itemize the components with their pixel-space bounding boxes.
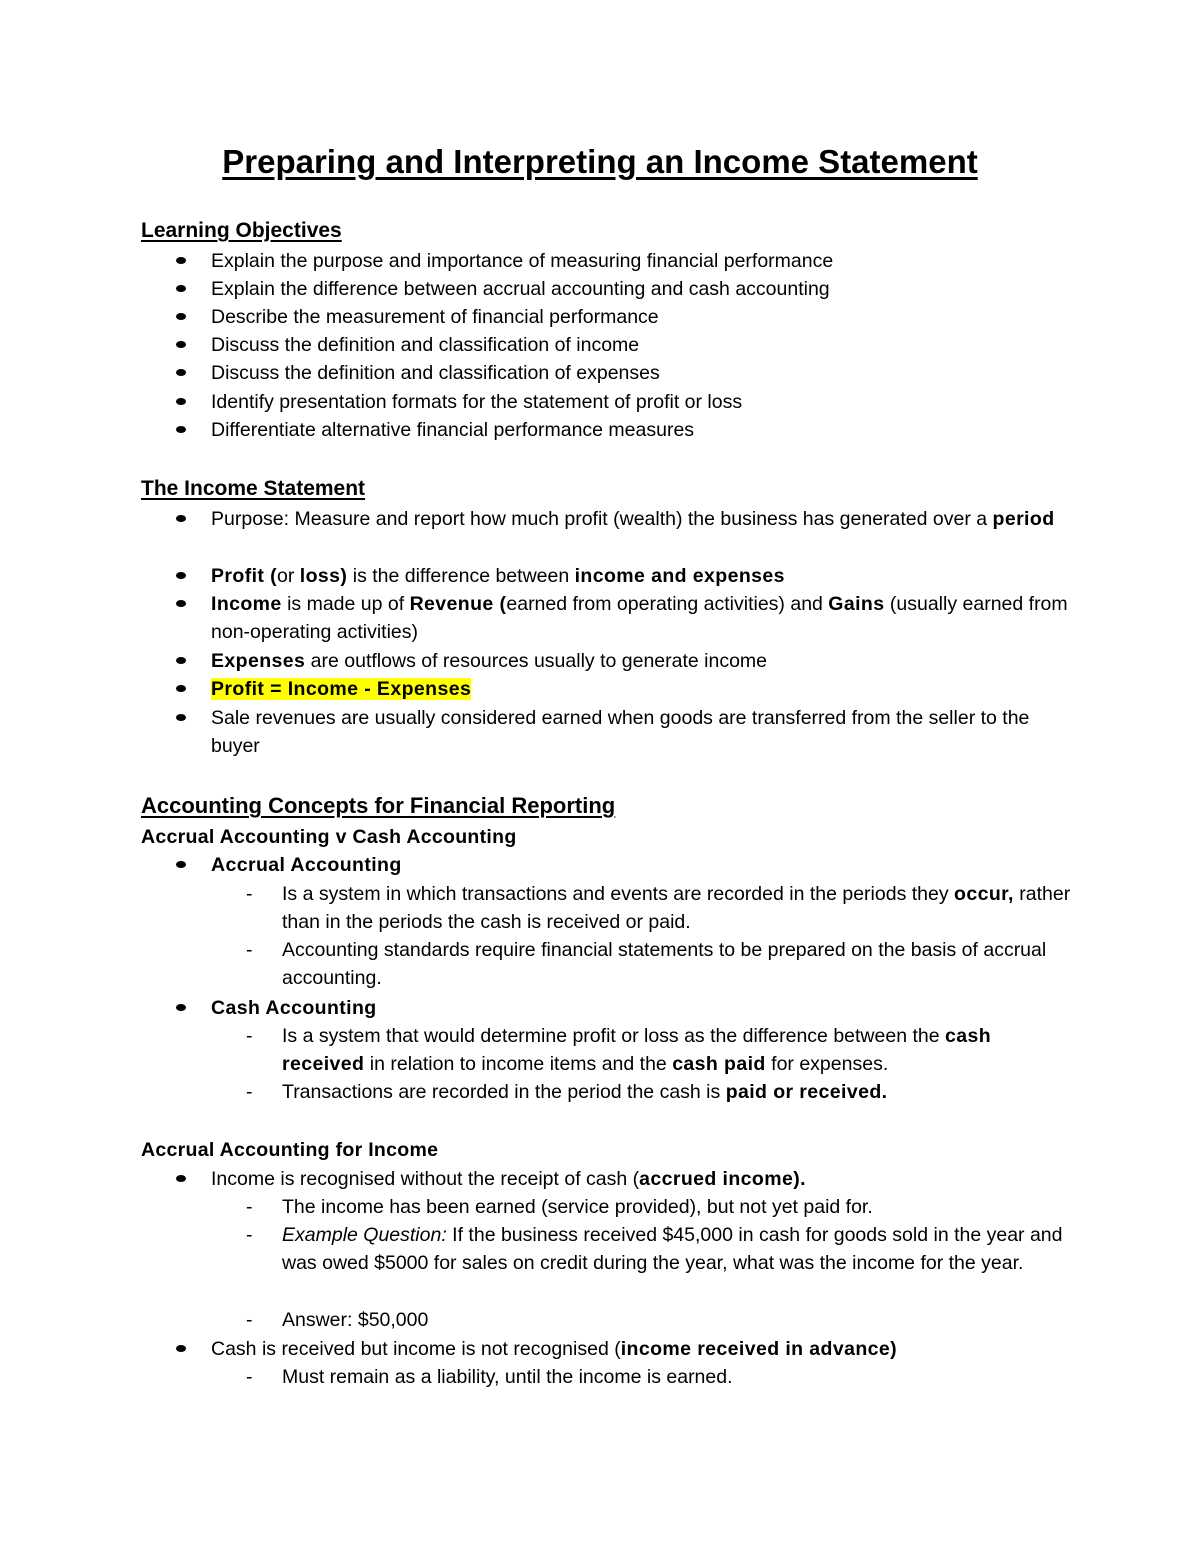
liability-desc: - Must remain as a liability, until the income is earned. bbox=[282, 1363, 1072, 1391]
objective-item: Explain the purpose and importance of measuring financial performance bbox=[211, 247, 1081, 275]
objective-item: Identify presentation formats for the statement of profit or loss bbox=[211, 388, 1081, 416]
profit-definition-item: Profit (or loss) is the difference between income and expenses bbox=[211, 562, 1081, 590]
accounting-concepts-heading: Accounting Concepts for Financial Reporting bbox=[141, 793, 616, 818]
sale-revenue-item: Sale revenues are usually considered earned when goods are transferred from the seller to the buyer bbox=[211, 704, 1081, 761]
example-answer: - Answer: $50,000 bbox=[282, 1306, 1072, 1334]
profit-formula-item bbox=[211, 675, 1081, 703]
objective-item: Discuss the definition and classification of expenses bbox=[211, 359, 1081, 387]
purpose-item: Purpose: Measure and report how much profit (wealth) the business has generated over a period bbox=[211, 505, 1081, 533]
accrual-desc-1: - Is a system in which transactions and events are recorded in the periods they occur, rather than in the periods the cash is received or paid. bbox=[282, 880, 1072, 937]
expenses-definition-item: Expenses are outflows of resources usually to generate income bbox=[211, 647, 1081, 675]
accrual-vs-cash-subheading: Accrual Accounting v Cash Accounting bbox=[141, 826, 517, 848]
objective-item: Differentiate alternative financial performance measures bbox=[211, 416, 1081, 444]
cash-accounting-item: Cash Accounting bbox=[211, 994, 1081, 1022]
objective-item: Discuss the definition and classification of income bbox=[211, 331, 1081, 359]
objective-item: Describe the measurement of financial performance bbox=[211, 303, 1081, 331]
accrual-accounting-item: Accrual Accounting bbox=[211, 851, 1081, 879]
accrued-income-item: Income is recognised without the receipt of cash (accrued income). bbox=[211, 1165, 1081, 1193]
income-in-advance-item: Cash is received but income is not recognised (income received in advance) bbox=[211, 1335, 1081, 1363]
cash-desc-1: - Is a system that would determine profit or loss as the difference between the cash received in relation to income items and the cash paid for expenses. bbox=[282, 1022, 1072, 1079]
accrual-desc-2: - Accounting standards require financial statements to be prepared on the basis of accrual accounting. bbox=[282, 936, 1072, 993]
learning-objectives-heading: Learning Objectives bbox=[141, 219, 342, 242]
income-statement-heading: The Income Statement bbox=[141, 477, 366, 500]
highlighted-formula: Profit = Income - Expenses bbox=[211, 678, 472, 700]
objective-item: Explain the difference between accrual accounting and cash accounting bbox=[211, 275, 1081, 303]
example-question: - Example Question: If the business received $45,000 in cash for goods sold in the year and was owed $5000 for sales on credit during the year, what was the income for the year. bbox=[282, 1221, 1072, 1278]
cash-desc-2: - Transactions are recorded in the period the cash is paid or received. bbox=[282, 1078, 1072, 1106]
page-title: Preparing and Interpreting an Income Statement bbox=[222, 143, 978, 180]
accrual-income-heading: Accrual Accounting for Income bbox=[141, 1139, 439, 1161]
income-definition-item: Income is made up of Revenue (earned from operating activities) and Gains (usually earned from non-operating activities) bbox=[211, 590, 1081, 647]
accrued-income-desc: - The income has been earned (service provided), but not yet paid for. bbox=[282, 1193, 1072, 1221]
